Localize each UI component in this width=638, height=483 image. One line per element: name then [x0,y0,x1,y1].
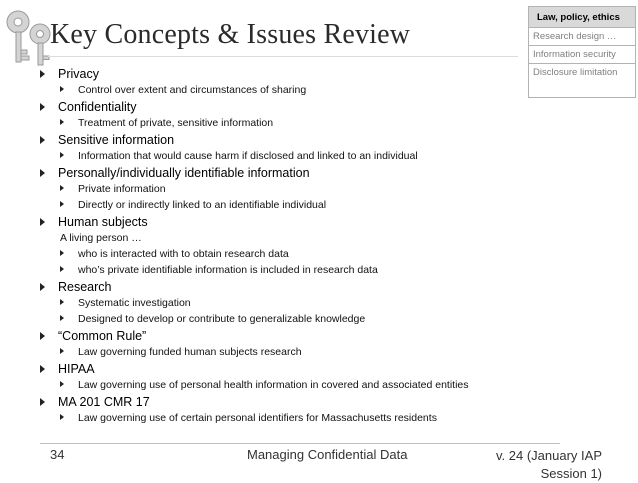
sub-item-text: Control over extent and circumstances of sharing [78,84,307,96]
item-label: Sensitive information [58,133,175,147]
sub-item-text: Private information [78,183,166,195]
sub-item [38,345,598,361]
bullet-icon [60,266,64,272]
sub-item [38,247,598,263]
list-item-research [38,279,598,296]
version-line-2: Session 1) [540,466,602,481]
item-label: Privacy [58,67,99,81]
sub-item [38,312,598,328]
bullet-icon [40,169,45,177]
sub-item-text: Information that would cause harm if disclosed and linked to an individual [78,150,418,162]
nav-item-law-policy-ethics[interactable]: Law, policy, ethics [529,7,635,27]
list-item-pii [38,165,598,182]
sub-item-text: Law governing use of personal health information in covered and associated entities [78,379,469,391]
list-item-human-subjects [38,214,598,231]
bullet-icon [60,381,64,387]
bullet-icon [40,365,45,373]
item-label: Human subjects [58,215,148,229]
title-divider [48,56,518,57]
version-line-1: v. 24 (January IAP [496,448,602,463]
human-subjects-note: A living person … [60,232,142,244]
list-item-confidentiality [38,99,598,116]
bullet-icon [60,250,64,256]
sub-item-text: Law governing use of certain personal identifiers for Massachusetts residents [78,412,437,424]
bullet-icon [40,103,45,111]
item-label: MA 201 CMR 17 [58,395,150,409]
bullet-icon [60,185,64,191]
list-item-privacy [38,66,598,83]
bullet-icon [40,283,45,291]
sub-item [38,198,598,214]
item-label: Confidentiality [58,100,137,114]
sub-item [38,149,598,165]
item-label: “Common Rule” [58,329,147,343]
sub-item [38,378,598,394]
bullet-icon [60,201,64,207]
sub-item [38,263,598,279]
sub-item [38,411,598,427]
sub-item-text: Systematic investigation [78,297,191,309]
sub-item [38,83,598,99]
sub-item-text: who is interacted with to obtain research data [78,248,289,260]
bullet-icon [40,70,45,78]
page-number: 34 [50,447,65,462]
slide-title: Key Concepts & Issues Review [50,19,411,50]
sub-item-text: Designed to develop or contribute to generalizable knowledge [78,313,366,325]
footer-title: Managing Confidential Data [247,447,408,462]
bullet-icon [60,86,64,92]
sub-item [38,296,598,312]
bullet-icon [60,299,64,305]
sub-item-text: who’s private identifiable information is included in research data [78,264,378,276]
slide-content [38,66,598,427]
list-item-common-rule [38,328,598,345]
item-label: Research [58,280,112,294]
bullet-icon [60,152,64,158]
item-label: Personally/individually identifiable information [58,166,310,180]
bullet-icon [60,414,64,420]
nav-item-information-security[interactable]: Information security [529,45,635,63]
bullet-icon [60,348,64,354]
sub-item-text: Treatment of private, sensitive information [78,117,274,129]
keys-icon [4,6,56,68]
sub-item-text: Law governing funded human subjects research [78,346,302,358]
nav-item-research-design[interactable]: Research design … [529,27,635,45]
bullet-icon [40,332,45,340]
footer-divider [40,443,560,444]
sub-item [38,182,598,198]
bullet-icon [60,119,64,125]
list-item-ma-201-cmr-17 [38,394,598,411]
version-label [472,447,602,483]
bullet-icon [40,136,45,144]
bullet-icon [40,398,45,406]
list-item-sensitive-information [38,132,598,149]
sub-item [38,116,598,132]
bullet-icon [60,315,64,321]
list-item-hipaa [38,361,598,378]
sub-item-text: Directly or indirectly linked to an identifiable individual [78,199,327,211]
nav-item-disclosure-limitation[interactable]: Disclosure limitation [529,63,635,94]
item-label: HIPAA [58,362,95,376]
bullet-icon [40,218,45,226]
